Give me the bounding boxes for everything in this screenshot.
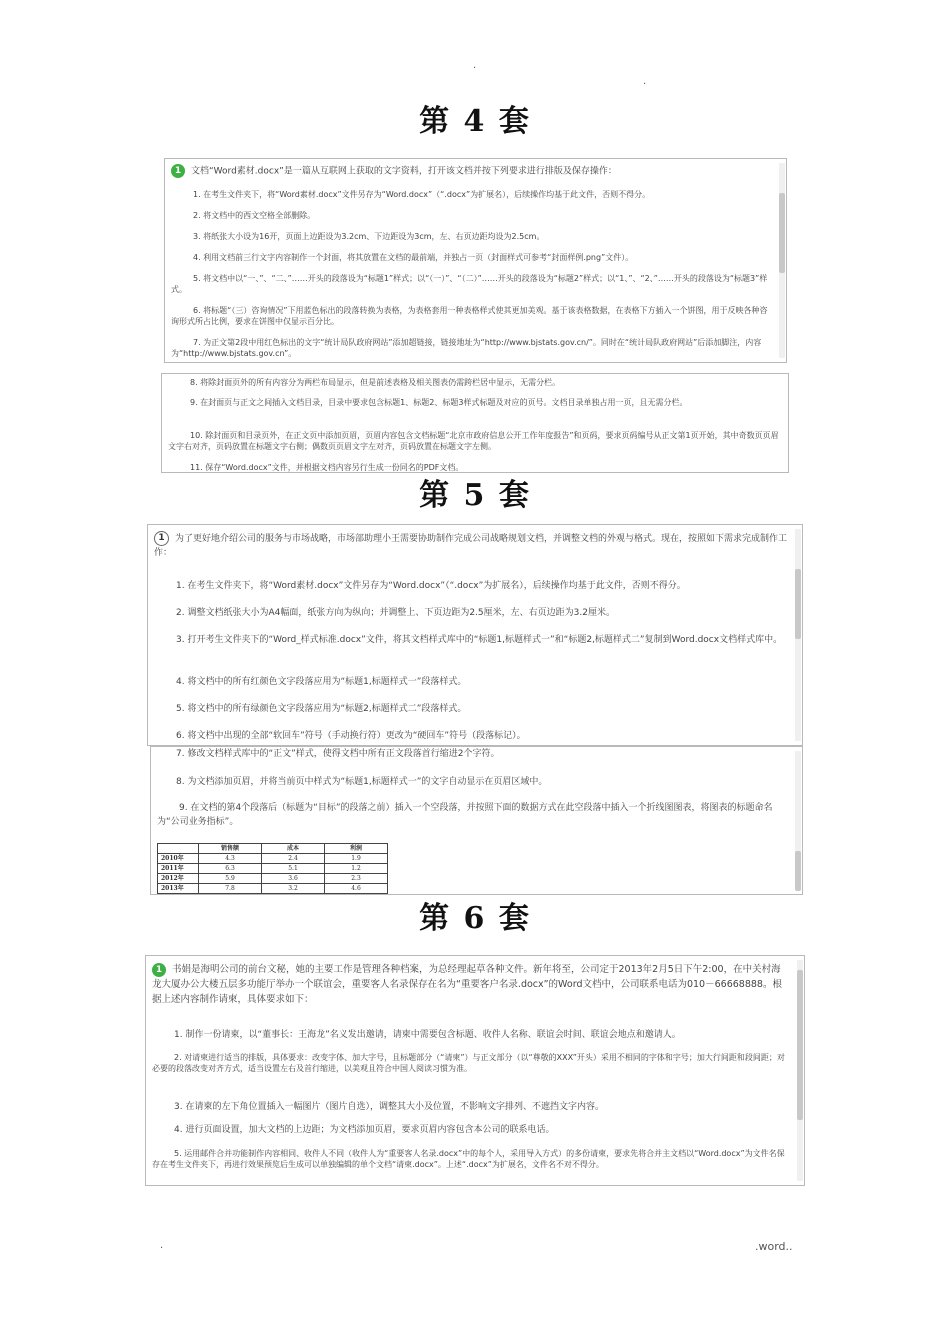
- table-row: [158, 854, 388, 864]
- set4-item-10: 10. 除封面页和目录页外，在正文页中添加页眉，页眉内容包含文档标题“北京市政府信息公开工作年度报告”和页码，要求页码编号从正文第1页开始，其中奇数页页眉文字右对齐，页码放置在标题文字右侧；偶数页页眉文字左对齐，页码放置在标题文字左侧。: [168, 431, 779, 451]
- table-row: [158, 884, 388, 894]
- set5-item-2: 2. 调整文档纸张大小为A4幅面，纸张方向为纵向；并调整上、下页边距为2.5厘米，左、右页边距为3.2厘米。: [176, 608, 615, 618]
- set5-screenshot-1: [147, 524, 803, 746]
- table-cell: 5.9: [199, 874, 262, 884]
- set5-intro-text: 为了更好地介绍公司的服务与市场战略，市场部助理小王需要协助制作完成公司战略规划文档，并调整文档的外观与格式。现在，按照如下需求完成制作工作：: [154, 534, 788, 558]
- set4-screenshot-2: [161, 373, 789, 473]
- table-header-cell: 成本: [262, 844, 325, 854]
- table-cell: 5.1: [262, 864, 325, 874]
- set6-item-5: 5. 运用邮件合并功能制作内容相同、收件人不同（收件人为“重要客人名录.docx”中的每个人，采用导入方式）的多份请柬，要求先将合并主文档以“Word.docx”为文件名保存在考生文件夹下，再进行效果预览后生成可以单独编辑的单个文档“请柬.docx”。上述“.docx”为扩展名，文件名不对不得分。: [152, 1149, 785, 1169]
- table-row: [158, 874, 388, 884]
- set5-screenshot-2: [150, 746, 803, 895]
- set4-item-8: 8. 将除封面页外的所有内容分为两栏布局显示，但是前述表格及相关图表仍需跨栏居中显示，无需分栏。: [190, 378, 561, 387]
- set6-item-2: 2. 对请柬进行适当的排版，具体要求：改变字体、加大字号，且标题部分（“请柬”）与正文部分（以“尊敬的XXX”开头）采用不相同的字体和字号；加大行间距和段间距；对必要的段落改变对齐方式，适当设置左右及首行缩进，以美观且符合中国人阅读习惯为准。: [152, 1053, 785, 1073]
- set5-item-9: 9. 在文档的第4个段落后（标题为“目标”的段落之前）插入一个空段落，并按照下面的数据方式在此空段落中插入一个折线图图表，将图表的标题命名为“公司业务指标”。: [157, 803, 773, 827]
- table-cell: 6.3: [199, 864, 262, 874]
- set6-scrollbar: [797, 960, 803, 1181]
- set5-item-8: 8. 为文档添加页眉，并将当前页中样式为“标题1,标题样式一”的文字自动显示在页眉区域中。: [176, 777, 548, 787]
- set4-item-11: 11. 保存“Word.docx”文件，并根据文档内容另行生成一份同名的PDF文档。: [190, 463, 464, 472]
- footer-right-text: .word..: [755, 1240, 793, 1253]
- table-cell: 2.3: [325, 874, 388, 884]
- number-badge-icon: 1: [152, 963, 166, 977]
- table-header-row: [158, 844, 388, 854]
- number-badge-icon: 1: [154, 531, 169, 546]
- set6-item-3: 3. 在请柬的左下角位置插入一幅图片（图片自选），调整其大小及位置，不影响文字排列、不遮挡文字内容。: [174, 1102, 604, 1112]
- table-cell: 1.2: [325, 864, 388, 874]
- set5-item-1: 1. 在考生文件夹下，将“Word素材.docx”文件另存为“Word.docx”（“.docx”为扩展名），后续操作均基于此文件，否则不得分。: [176, 581, 686, 591]
- set5-item-3: 3. 打开考生文件夹下的“Word_样式标准.docx”文件，将其文档样式库中的“标题1,标题样式一”和“标题2,标题样式二”复制到Word.docx文档样式库中。: [176, 635, 783, 645]
- table-row: [158, 864, 388, 874]
- set4-intro-text: 文档“Word素材.docx”是一篇从互联网上获取的文字资料，打开该文档并按下列要求进行排版及保存操作：: [191, 166, 617, 177]
- set5-intro: [154, 531, 792, 560]
- table-header-cell: 销售额: [199, 844, 262, 854]
- set4-item-5: 5. 将文档中以“一、”、“二、”……开头的段落设为“标题1”样式；以“（一）”、“（二）”……开头的段落设为“标题2”样式；以“1、”、“2、”……开头的段落设为“标题3”样式。: [171, 274, 768, 294]
- table-cell: 2012年: [158, 874, 199, 884]
- table-cell: 4.6: [325, 884, 388, 894]
- number-badge-icon: 1: [171, 164, 185, 178]
- set5-title: 第 5 套: [419, 478, 531, 513]
- set4-title: 第 4 套: [419, 104, 531, 139]
- table-header-cell: 利润: [325, 844, 388, 854]
- set5-item-7: 7. 修改文档样式库中的“正文”样式，使得文档中所有正文段落首行缩进2个字符。: [176, 749, 500, 759]
- set4-item-9: 9. 在封面页与正文之间插入文档目录，目录中要求包含标题1、标题2、标题3样式标题及对应的页号。文档目录单独占用一页，且无需分栏。: [190, 398, 688, 407]
- set5-scrollbar-1: [795, 529, 801, 741]
- set4-item-7: 7. 为正文第2段中用红色标出的文字“统计局队政府网站”添加超链接，链接地址为“http://www.bjstats.gov.cn/”。同时在“统计局队政府网站”后添加脚注，内容为“http://www.bjstats.gov.cn”。: [171, 338, 762, 358]
- set4-item-1: 1. 在考生文件夹下，将“Word素材.docx”文件另存为“Word.docx”（“.docx”为扩展名），后续操作均基于此文件，否则不得分。: [193, 190, 651, 199]
- set6-item-1: 1. 制作一份请柬，以“董事长：王海龙”名义发出邀请，请柬中需要包含标题、收件人名称、联谊会时间、联谊会地点和邀请人。: [174, 1030, 681, 1040]
- set4-item-4: 4. 利用文档前三行文字内容制作一个封面，将其放置在文档的最前端，并独占一页（封面样式可参考“封面样例.png”文件）。: [193, 253, 634, 262]
- set6-title: 第 6 套: [419, 901, 531, 936]
- top-dot-2: .: [643, 76, 647, 87]
- table-cell: 2.4: [262, 854, 325, 864]
- set4-screenshot-1: [164, 158, 787, 363]
- set5-item-4: 4. 将文档中的所有红颜色文字段落应用为“标题1,标题样式一”段落样式。: [176, 677, 467, 687]
- table-cell: 7.8: [199, 884, 262, 894]
- set4-scrollbar: [779, 163, 785, 358]
- set6-screenshot: [145, 955, 805, 1186]
- table-cell: 2013年: [158, 884, 199, 894]
- table-cell: 2011年: [158, 864, 199, 874]
- set4-item-3: 3. 将纸张大小设为16开，页面上边距设为3.2cm、下边距设为3cm，左、右页边距均设为2.5cm。: [193, 232, 545, 241]
- table-cell: 2010年: [158, 854, 199, 864]
- set5-data-table: [157, 843, 388, 894]
- set6-item-4: 4. 进行页面设置，加大文档的上边距；为文档添加页眉，要求页眉内容包含本公司的联系电话。: [174, 1125, 555, 1135]
- set4-item-2: 2. 将文档中的西文空格全部删除。: [193, 211, 316, 220]
- set6-intro-text: 书娟是海明公司的前台文秘，她的主要工作是管理各种档案，为总经理起草各种文件。新年将至，公司定于2013年2月5日下午2:00，在中关村海龙大厦办公大楼五层多功能厅举办一个联谊会，重要客人名录保存在名为“重要客户名录.docx”的Word文档中，公司联系电话为010－66668888。根据上述内容制作请柬，具体要求如下：: [152, 964, 782, 1005]
- table-cell: 3.2: [262, 884, 325, 894]
- table-cell: 1.9: [325, 854, 388, 864]
- set6-intro: [152, 962, 782, 1007]
- table-cell: 3.6: [262, 874, 325, 884]
- table-header-cell: [158, 844, 199, 854]
- table-cell: 4.3: [199, 854, 262, 864]
- footer-left-text: .: [160, 1240, 164, 1251]
- set5-item-6: 6. 将文档中出现的全部“软回车”符号（手动换行符）更改为“硬回车”符号（段落标记）。: [176, 731, 526, 741]
- top-dot-1: .: [473, 60, 477, 71]
- set5-scrollbar-2: [795, 751, 801, 890]
- set4-intro: [171, 164, 776, 179]
- set5-item-5: 5. 将文档中的所有绿颜色文字段落应用为“标题2,标题样式二”段落样式。: [176, 704, 467, 714]
- set4-item-6: 6. 将标题“（三）咨询情况”下用蓝色标出的段落转换为表格，为表格套用一种表格样式使其更加美观。基于该表格数据，在表格下方插入一个饼图，用于反映各种咨询形式所占比例，要求在饼图中仅显示百分比。: [171, 306, 768, 326]
